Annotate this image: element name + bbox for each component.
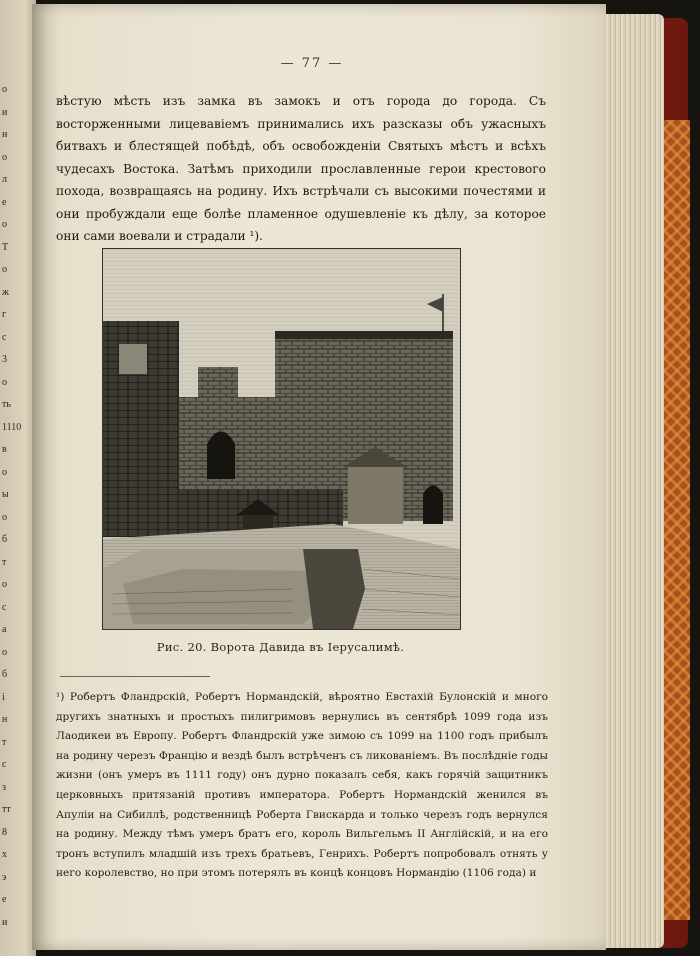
page-stack-edge [598, 14, 664, 948]
facing-page-text: в [2, 444, 7, 455]
facing-page-text: о [2, 466, 7, 478]
facing-page-text: о [2, 84, 7, 95]
facing-page-text: о [2, 151, 7, 163]
footnote-part-3: Робертъ Нормандскій женился въ Апуліи на Сибиллѣ, родственницѣ Роберта Гвискарда и только черезъ годъ вернулся на родину. Между тѣмъ умеръ братъ его, король Вильгельмъ II Англійскій, и на его тронъ вступилъ младшій изъ трехъ братьевъ, Генрихъ. Робертъ попробовалъ отнять у него королевство, но при этомъ потерялъ въ концѣ концовъ Нормандію (1106 года) и [56, 788, 548, 880]
facing-page-text: о [2, 646, 7, 658]
facing-page-text: е [2, 196, 7, 208]
facing-page-text: 8 [2, 826, 7, 838]
facing-page-fragment [0, 0, 36, 956]
facing-page-text: з [2, 781, 6, 793]
castle-engraving-icon [102, 248, 461, 630]
footnote [56, 688, 548, 884]
facing-page-text: 1110 [2, 421, 22, 433]
facing-page-text: а [2, 624, 7, 635]
facing-page-text: и [2, 106, 8, 118]
facing-page-text: тт [2, 804, 11, 815]
facing-page-text: ж [2, 286, 9, 298]
facing-page-text: с [2, 759, 7, 770]
facing-page-text: и [2, 916, 8, 928]
facing-page-text: ть [2, 399, 11, 410]
cover-ornament [662, 120, 690, 920]
footnote-part-1: ¹) Робертъ Фландрскій, Робертъ Нормандскій, вѣроятно Евстахій Булонскій и много другихъ знатныхъ и простыхъ пилигримовъ вернулись въ сентябрѣ 1099 года изъ Лаодикеи въ Европу. [56, 691, 548, 743]
facing-page-text: е [2, 894, 7, 905]
facing-page-text: і [2, 691, 5, 703]
facing-page-text: л [2, 174, 7, 185]
facing-page-text: о [2, 264, 7, 275]
facing-page-text: о [2, 376, 7, 388]
book-page [32, 4, 606, 950]
facing-page-text: ы [2, 489, 9, 500]
facing-page-text: н [2, 714, 8, 725]
footnote-divider [60, 676, 210, 677]
facing-page-text: б [2, 669, 8, 680]
facing-page-text: б [2, 534, 8, 545]
facing-page-text: 3 [2, 354, 7, 365]
body-paragraph: вѣстую мѣсть изъ замка въ замокъ и отъ города до города. Съ восторженными лицевавіемъ принимались ихъ разсказы объ ужасныхъ битвахъ и блестящей побѣдѣ, объ освобожденіи Святыхъ мѣстъ и всѣхъ чудесахъ Востока. Затѣмъ приходили прославленные герои крестового похода, возвращаясь на родину. Ихъ встрѣчали съ высокими почестями и они пробуждали еще болѣе пламенное одушевленіе къ дѣлу, за которое они сами воевали и страдали ¹). [56, 94, 546, 243]
facing-page-text: г [2, 309, 7, 320]
facing-page-text: с [2, 331, 7, 343]
page-number: — 77 — [280, 56, 344, 71]
facing-page-text: с [2, 601, 7, 613]
footnote-part-2: Робертъ Фландрскій уже зимою съ 1099 на 1100 годъ прибылъ на родину черезъ Францію и вездѣ былъ встрѣченъ съ ликованіемъ. Въ послѣдніе годы жизни (онъ умеръ въ 1111 году) онъ дурно показалъ себя, какъ горячій защитникъ церковныхъ притязаній противъ императора. [56, 730, 549, 801]
facing-page-text: н [2, 129, 8, 140]
facing-page-text: Т [2, 241, 9, 253]
facing-page-text: о [2, 511, 7, 523]
facing-page-text: т [2, 736, 7, 748]
facing-page-text: э [2, 871, 7, 883]
facing-page-text: х [2, 849, 7, 860]
facing-page-text: о [2, 219, 7, 230]
figure-caption: Рис. 20. Ворота Давида въ Іерусалимѣ. [156, 640, 405, 654]
facing-page-text: о [2, 579, 7, 590]
facing-page-text: т [2, 556, 7, 568]
